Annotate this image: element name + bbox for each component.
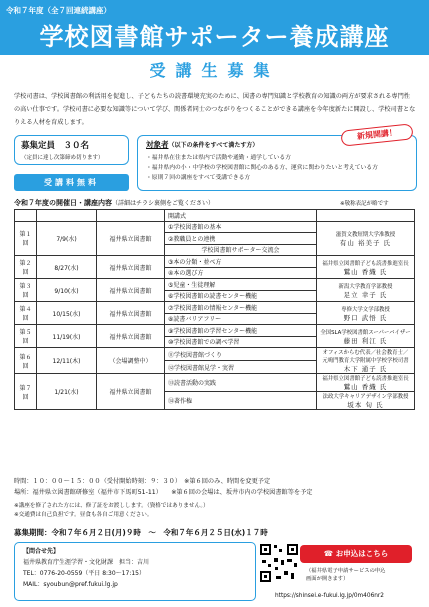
table-row [15,210,415,222]
apply-button[interactable] [300,545,412,563]
instructor-org: 新潟大学教育学部教授 [338,283,393,290]
instructor-name: 有山 裕美子 氏 [339,238,392,247]
cell-no: 第１回 [15,221,37,256]
cell-lecture: ①学校図書館の基本 [165,221,317,233]
cell-instructor [317,325,415,348]
target-list [146,153,408,183]
capacity-box [14,135,129,165]
cell-lecture: ④本の選び方 [165,267,317,279]
schedule-table [14,209,415,410]
list-item: ・福井県内の小・中学校の学校図書館に関心のある方、運営に関わりたいと考えている方 [146,165,378,171]
target-box [137,135,417,191]
table-row [15,348,415,361]
phone-icon: ☎ [323,549,336,558]
table-row [15,256,415,268]
instructor-org: 滋賀文教短期大学准教授 [335,231,396,238]
cell-lecture: ③本の分類・並べ方 [165,256,317,268]
place-text: 場所：福井県立図書館研修室（福井市下馬町51-11） ※第６回の会場は、坂井市内の学校図書館等を予定 [14,489,313,496]
cell-lecture: ⑩学校図書館での調べ学習 [165,336,317,348]
cell-date: 1/21(水) [37,374,97,410]
instructor-org: 全国SLA学校図書館スーパーバイザー [320,329,411,336]
target-label-note: （以下の条件をすべて満たす方） [168,142,259,149]
instructor-org: 法政大学キャリアデザイン学部教授 [322,394,409,400]
cell-no: 第６回 [15,348,37,374]
fee-badge: 受講料無料 [14,174,129,191]
schedule-title-note: （詳細はチラシ裏側をご覧ください） [112,200,215,207]
cell-lecture: 学校図書館サポーター交流会 [165,244,317,256]
cell-lecture: ⑥学校図書館の読書センター機能 [165,290,317,302]
instructor-name: 木下 通子 氏 [343,365,388,373]
remark: ※講座を修了された方には、修了証をお渡しします。（資格ではありません。） [14,503,209,509]
schedule-note: ※敬称表記が略です [340,201,389,207]
contact-box [14,542,256,601]
remark: ※交通費は自己負担です。昼食も各自ご用意ください。 [14,512,153,518]
contact-tel: TEL：0776-20-0559（平日 8:30～17:15） [23,570,145,577]
instructor-org: 専修大学文学部教授 [341,306,390,313]
apply-note: （福井県電子申請サービスの申込 画面が開きます） [306,568,386,582]
instructor-name: 藤田 利江 氏 [343,336,388,345]
time-place-info [14,476,416,498]
cell-venue: 福井県立図書館 [97,256,165,279]
cell-venue: （会場調整中） [97,348,165,374]
cell-no: 第４回 [15,302,37,325]
list-item: ・福井県在住または県内で活動や通勤・通学している方 [146,155,291,161]
table-row [15,279,415,291]
cell-date: 12/11(木) [37,348,97,374]
page-subtitle: 受講生募集 [149,61,280,80]
instructor-name: 野口 武悟 氏 [343,313,388,322]
application-period: 募集期間：令和７年６月２日(月)９時 ～ 令和７年６月２５日(水)１７時 [14,528,268,537]
instructor-name: 鷲山 香織 氏 [343,383,388,391]
cell-lecture: ②教職員との連携 [165,233,317,245]
cell-date: 10/15(水) [37,302,97,325]
page-title: 学校図書館サポーター養成講座 [39,23,390,51]
qr-code-icon[interactable] [259,543,299,583]
cell-date: 9/10(水) [37,279,97,302]
table-row [15,302,415,314]
opening-ceremony: 開講式 [165,210,317,222]
instructor-org: 福井県立図書館子ども読書推進室長 [322,376,409,382]
schedule-title-text: 令和７年度の開催日・講座内容 [14,199,112,207]
cell-instructor [317,279,415,302]
cell-date: 7/9(水) [37,221,97,256]
cell-instructor [317,302,415,325]
intro-text: 学校司書は、学校図書館の利活用を促進し、子どもたちの読書環境充実のために、図書の専門知識と学校教育の知識の両方が要求される専門性の高い仕事です。学校司書に必要な知識等について学び、関係者同士のつながりをつくることができる講座を今年度新たに開設し、学校司書となりえる人材を育成します。 [14,93,416,126]
cell-no: 第５回 [15,325,37,348]
cell-lecture: ⑭著作権 [165,392,317,410]
instructor-name: 鷲山 香織 氏 [343,267,388,276]
instructor-org: オフィスからむ代表／社会教育士／元鳴門教育大学附属中学校学校司書 [322,350,409,364]
cell-lecture: ⑫学校図書館見学・実習 [165,361,317,374]
instructor-name: 足立 幸子 氏 [343,290,388,299]
contact-mail[interactable]: MAIL：syoubun@pref.fukui.lg.jp [23,581,118,588]
cell-venue: 福井県立図書館 [97,279,165,302]
cell-venue: 福井県立図書館 [97,325,165,348]
instructor-name: 坂本 旬 氏 [347,401,384,409]
capacity-label: 募集定員 ３０名 [21,141,90,151]
cell-venue: 福井県立図書館 [97,302,165,325]
cell-no: 第７回 [15,374,37,410]
contact-label: 【問合せ先】 [23,548,60,555]
cell-lecture: ⑤児童・生徒理解 [165,279,317,291]
cell-lecture: ⑨学校図書館の学習センター機能 [165,325,317,337]
year-label: 令和７年度（全７回連続講座） [6,6,111,15]
cell-lecture: ⑦学校図書館の情報センター機能 [165,302,317,314]
table-row [15,221,415,233]
cell-instructor [317,392,415,410]
cell-lecture: ⑧読書バリアフリー [165,313,317,325]
cell-lecture: ⑬読書活動の実践 [165,374,317,392]
cell-instructor [317,374,415,392]
cell-date: 11/19(水) [37,325,97,348]
remarks [14,502,209,520]
instructor-org: 福井県立図書館子ども読書推進室長 [322,260,409,267]
capacity-note: （定員に達し次第締め切ります） [21,155,104,161]
table-row [15,374,415,392]
time-text: 時間：１０：００～１５：００（受付開始時刻：９：３０） ※第６回のみ、時間を変更予定 [14,478,271,485]
apply-url[interactable]: https://shinsei.e-fukui.lg.jp/0m406nr2 [275,593,384,599]
cell-venue: 福井県立図書館 [97,374,165,410]
target-label: 対象者 [146,140,169,149]
schedule-title [14,198,214,208]
table-row [15,325,415,337]
cell-lecture: ⑪学校図書館づくり [165,348,317,361]
cell-date: 8/27(水) [37,256,97,279]
cell-venue: 福井県立図書館 [97,221,165,256]
contact-org: 福井県教育庁生涯学習・文化財課 担当：吉川 [23,559,150,566]
cell-instructor [317,348,415,374]
cell-instructor [317,221,415,256]
new-course-badge: 新規開講！ [340,123,413,146]
apply-button-label: お申込はこちら [335,549,389,558]
cell-no: 第２回 [15,256,37,279]
cell-no: 第３回 [15,279,37,302]
list-item: ・原則７回の講座をすべて受講できる方 [146,175,251,181]
cell-instructor [317,256,415,279]
